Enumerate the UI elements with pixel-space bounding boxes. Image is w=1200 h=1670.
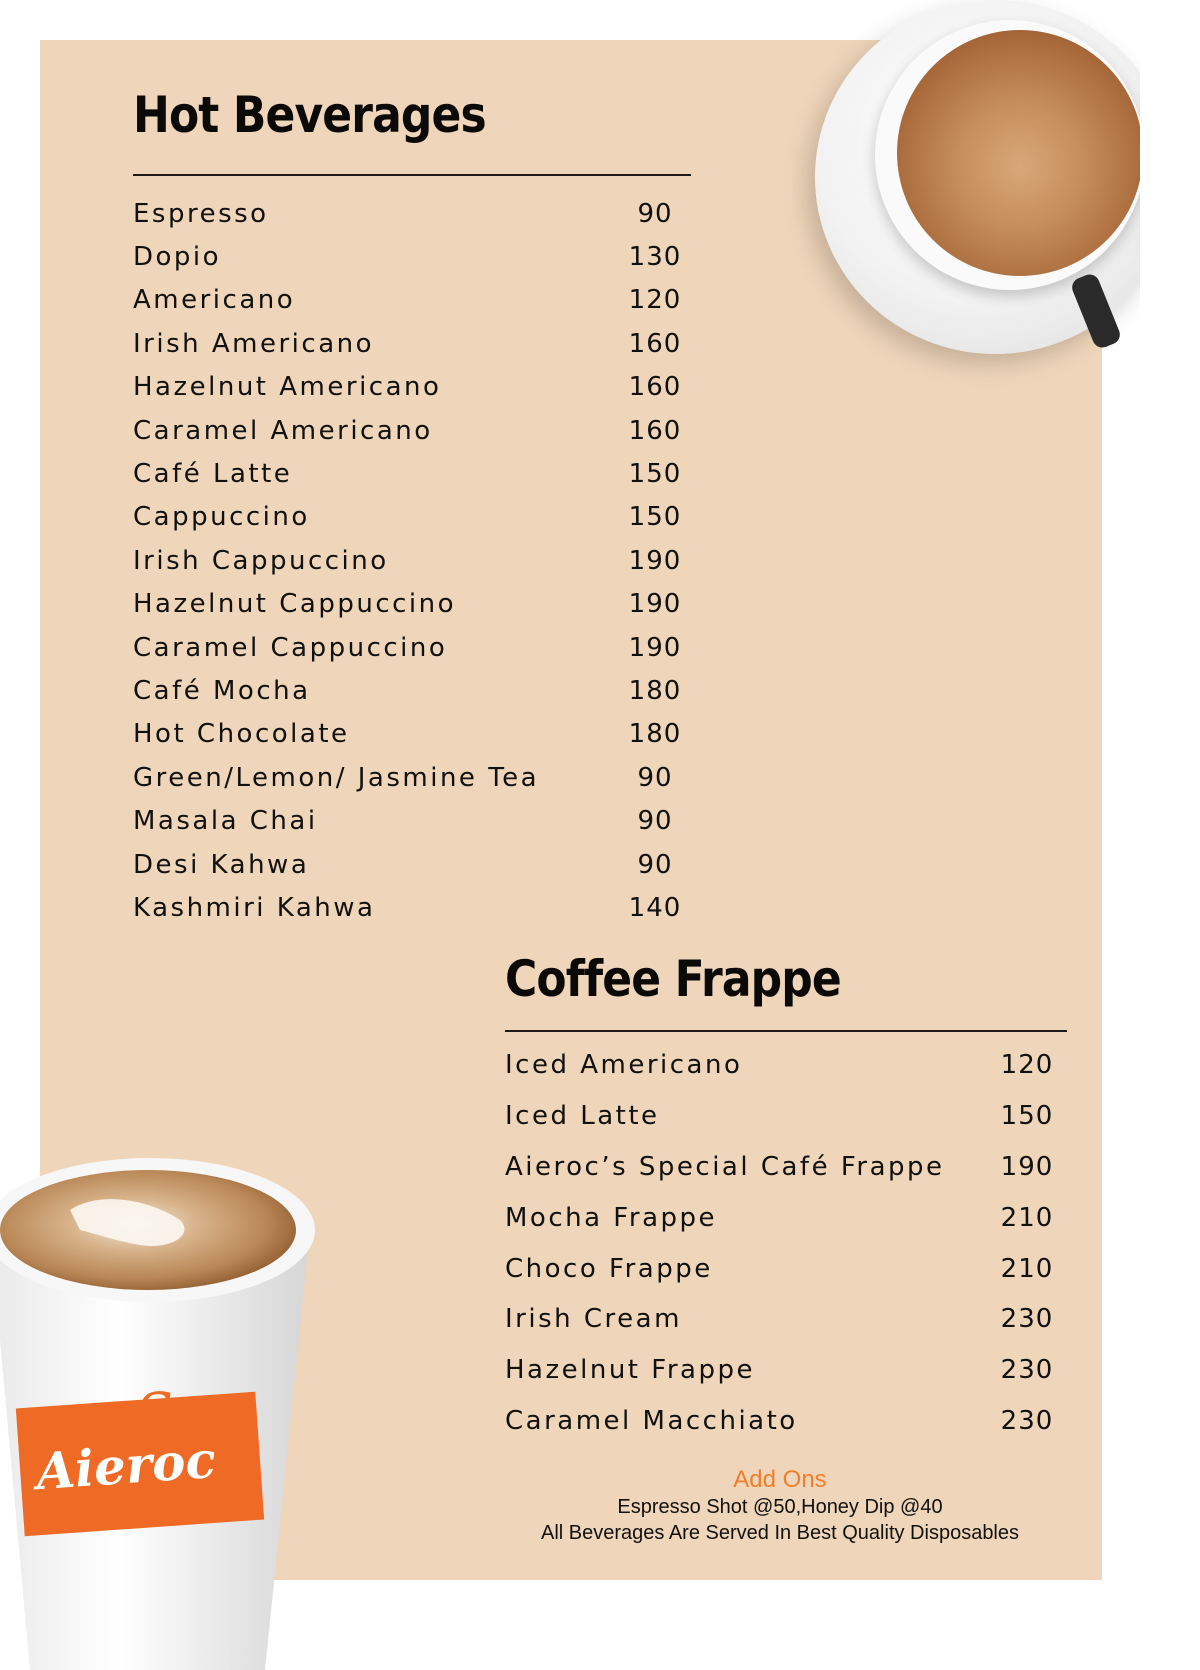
item-name: Mocha Frappe bbox=[505, 1202, 717, 1233]
item-price: 160 bbox=[628, 372, 682, 403]
item-name: Café Mocha bbox=[133, 675, 311, 706]
menu-item bbox=[505, 1091, 1057, 1142]
item-name: Irish Cream bbox=[505, 1304, 682, 1335]
item-price: 160 bbox=[628, 328, 682, 359]
coffee-frappe-title: Coffee Frappe bbox=[505, 950, 841, 1008]
item-price: 180 bbox=[628, 719, 682, 750]
item-name: Hot Chocolate bbox=[133, 719, 350, 750]
item-name: Hazelnut Americano bbox=[133, 372, 442, 403]
item-name: Cappuccino bbox=[133, 502, 310, 533]
menu-item bbox=[505, 1192, 1057, 1243]
item-name: Aieroc’s Special Café Frappe bbox=[505, 1151, 945, 1182]
menu-item bbox=[133, 583, 685, 626]
menu-item bbox=[133, 886, 685, 929]
item-price: 120 bbox=[1000, 1050, 1054, 1081]
item-name: Caramel Americano bbox=[133, 415, 433, 446]
menu-item bbox=[133, 452, 685, 495]
item-price: 150 bbox=[628, 459, 682, 490]
item-price: 210 bbox=[1000, 1253, 1054, 1284]
item-price: 150 bbox=[628, 502, 682, 533]
item-price: 130 bbox=[628, 242, 682, 273]
coffee-crema-image bbox=[897, 30, 1143, 276]
menu-item bbox=[133, 192, 685, 235]
add-ons-line: Espresso Shot @50,Honey Dip @40 bbox=[617, 1496, 943, 1518]
item-price: 90 bbox=[637, 806, 673, 837]
item-name: Caramel Macchiato bbox=[505, 1405, 798, 1436]
hot-beverages-divider bbox=[133, 174, 691, 176]
item-name: Iced Latte bbox=[505, 1101, 660, 1132]
item-price: 190 bbox=[1000, 1151, 1054, 1182]
item-name: Americano bbox=[133, 285, 296, 316]
item-price: 90 bbox=[637, 198, 673, 229]
item-name: Kashmiri Kahwa bbox=[133, 892, 376, 923]
add-ons-section bbox=[505, 1466, 1055, 1546]
menu-item bbox=[505, 1345, 1057, 1396]
menu-item bbox=[505, 1294, 1057, 1345]
menu-item bbox=[133, 496, 685, 539]
menu-item bbox=[133, 669, 685, 712]
item-name: Dopio bbox=[133, 242, 222, 273]
menu-item bbox=[133, 235, 685, 278]
menu-item bbox=[133, 539, 685, 582]
menu-item bbox=[133, 843, 685, 886]
item-price: 190 bbox=[628, 589, 682, 620]
menu-item bbox=[505, 1040, 1057, 1091]
item-name: Choco Frappe bbox=[505, 1253, 713, 1284]
menu-item bbox=[133, 756, 685, 799]
menu-item bbox=[133, 279, 685, 322]
menu-item bbox=[505, 1243, 1057, 1294]
item-price: 230 bbox=[1000, 1355, 1054, 1386]
item-name: Caramel Cappuccino bbox=[133, 632, 448, 663]
brand-logo: Aieroc bbox=[34, 1429, 218, 1502]
item-name: Espresso bbox=[133, 198, 269, 229]
page-right-margin bbox=[1140, 0, 1200, 1621]
menu-item bbox=[133, 799, 685, 842]
coffee-frappe-divider bbox=[505, 1030, 1067, 1032]
item-price: 140 bbox=[628, 892, 682, 923]
add-ons-title: Add Ons bbox=[733, 1466, 827, 1493]
logo-steam-icon: S bbox=[133, 1380, 177, 1449]
item-price: 120 bbox=[628, 285, 682, 316]
menu-item bbox=[133, 626, 685, 669]
item-name: Desi Kahwa bbox=[133, 849, 310, 880]
item-price: 160 bbox=[628, 415, 682, 446]
item-name: Irish Cappuccino bbox=[133, 545, 389, 576]
item-price: 230 bbox=[1000, 1405, 1054, 1436]
item-price: 190 bbox=[628, 632, 682, 663]
item-name: Iced Americano bbox=[505, 1050, 743, 1081]
menu-item bbox=[133, 409, 685, 452]
item-price: 150 bbox=[1000, 1101, 1054, 1132]
menu-item bbox=[505, 1142, 1057, 1193]
item-price: 210 bbox=[1000, 1202, 1054, 1233]
item-name: Hazelnut Cappuccino bbox=[133, 589, 457, 620]
hot-beverages-list bbox=[133, 192, 685, 930]
item-price: 180 bbox=[628, 675, 682, 706]
menu-item bbox=[505, 1396, 1057, 1447]
item-name: Hazelnut Frappe bbox=[505, 1355, 755, 1386]
disposables-note: All Beverages Are Served In Best Quality Disposables bbox=[540, 1522, 1020, 1544]
item-price: 230 bbox=[1000, 1304, 1054, 1335]
coffee-frappe-list bbox=[505, 1040, 1057, 1446]
item-name: Café Latte bbox=[133, 459, 293, 490]
menu-item bbox=[133, 366, 685, 409]
item-price: 190 bbox=[628, 545, 682, 576]
item-price: 90 bbox=[637, 849, 673, 880]
menu-item bbox=[133, 322, 685, 365]
menu-item bbox=[133, 713, 685, 756]
item-price: 90 bbox=[637, 762, 673, 793]
item-name: Masala Chai bbox=[133, 806, 318, 837]
item-name: Green/Lemon/ Jasmine Tea bbox=[133, 762, 540, 793]
item-name: Irish Americano bbox=[133, 328, 375, 359]
hot-beverages-title: Hot Beverages bbox=[133, 86, 486, 144]
registered-icon: ® bbox=[244, 1390, 256, 1404]
